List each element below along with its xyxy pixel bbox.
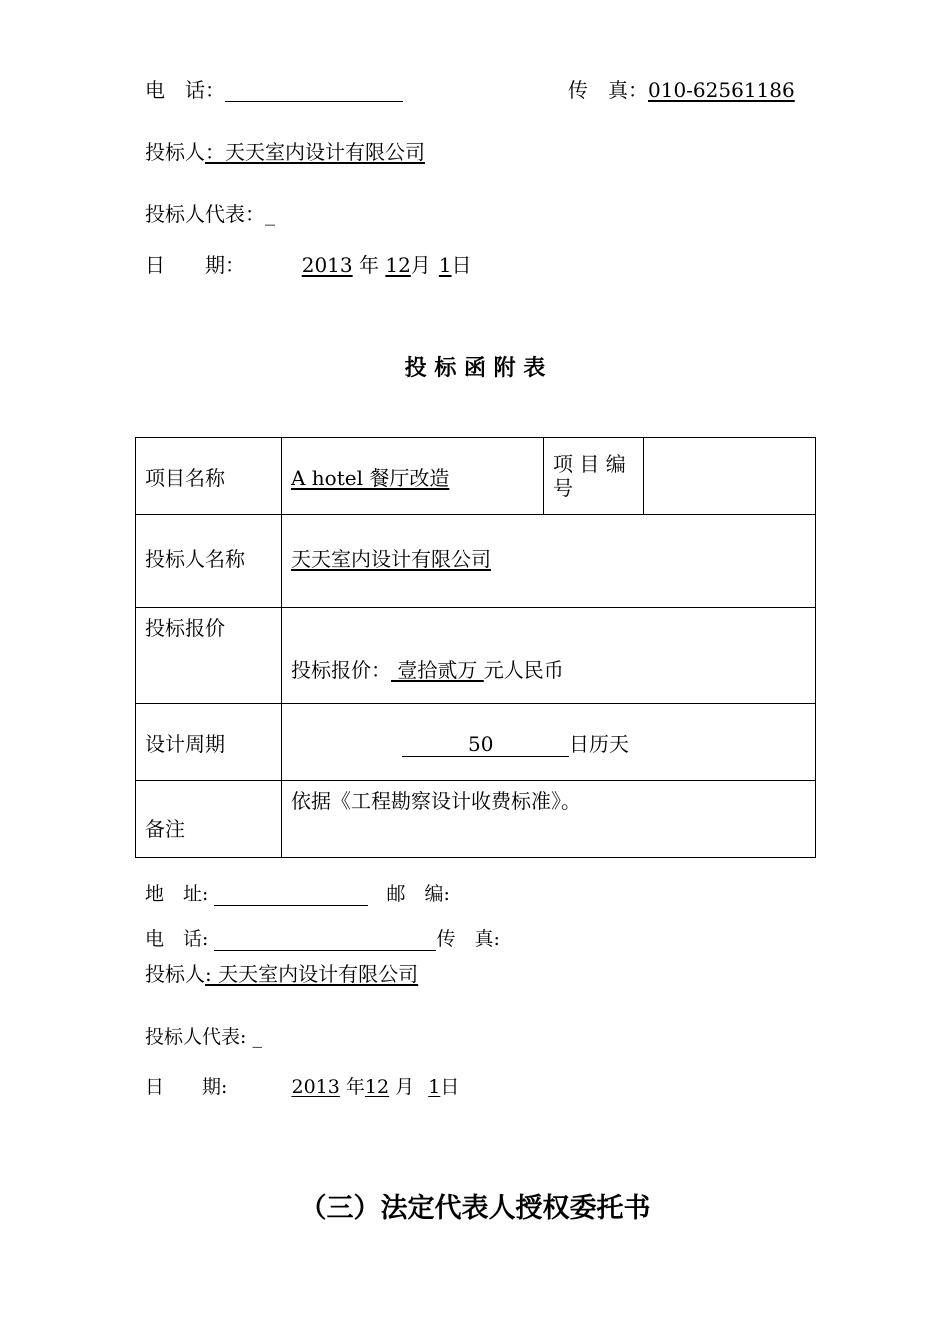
price-label: 投标报价 <box>136 608 282 704</box>
bottom-rep-line <box>145 1025 262 1049</box>
bottom-bidder-value: : 天天室内设计有限公司 <box>205 962 419 986</box>
bottom-address-blank <box>214 885 368 906</box>
bottom-month-unit: 月 <box>395 1076 415 1098</box>
top-rep-label: 投标人代表： <box>145 202 265 226</box>
top-year: 2013 <box>301 253 353 277</box>
bottom-date-line <box>145 1075 459 1099</box>
bottom-phone-line <box>145 927 500 951</box>
bottom-fax-label: 传 真: <box>436 928 500 950</box>
period-label: 设计周期 <box>136 704 282 781</box>
bottom-postcode-label: 邮 编: <box>386 883 450 905</box>
price-prefix: 投标报价： <box>291 658 391 682</box>
project-name-label: 项目名称 <box>136 438 282 515</box>
top-date-line <box>145 253 472 277</box>
bottom-rep-value: _ <box>252 1026 262 1048</box>
top-day-unit: 日 <box>451 253 472 277</box>
bottom-month: 12 <box>364 1076 390 1098</box>
top-phone-label: 电 话： <box>145 78 225 102</box>
top-year-unit: 年 <box>358 253 379 277</box>
remark-value: 依据《工程勘察设计收费标准》。 <box>282 781 816 858</box>
table-row-period <box>136 704 816 781</box>
top-bidder-label: 投标人 <box>145 140 205 164</box>
top-rep-value: _ <box>265 202 275 226</box>
table-row-bidder <box>136 515 816 608</box>
appendix-title: 投 标 函 附 表 <box>404 355 546 381</box>
bottom-address-line <box>145 882 450 906</box>
table-row-project <box>136 438 816 515</box>
bottom-day-unit: 日 <box>440 1076 460 1098</box>
top-bidder-value: ：天天室内设计有限公司 <box>205 140 425 164</box>
bottom-date-label: 日 期: <box>145 1076 228 1098</box>
bidder-name-label: 投标人名称 <box>136 515 282 608</box>
top-bidder-line <box>145 140 425 164</box>
top-date-label: 日 期： <box>145 253 245 277</box>
top-fax-value: 010-62561186 <box>648 78 795 102</box>
price-suffix: 元人民币 <box>483 658 564 682</box>
bid-appendix-table <box>135 437 816 858</box>
bottom-phone-label: 电 话: <box>145 928 209 950</box>
top-phone-blank <box>225 81 403 102</box>
price-value: 壹拾贰万 <box>391 658 484 682</box>
bottom-year: 2013 <box>291 1076 340 1098</box>
project-no-label: 项 目 编 号 <box>544 438 644 515</box>
section-title: （三）法定代表人授权委托书 <box>299 1193 651 1224</box>
bottom-phone-blank <box>214 930 436 951</box>
top-fax-label: 传 真： <box>568 78 648 102</box>
top-rep-line <box>145 202 275 226</box>
top-phone-line <box>145 78 403 102</box>
period-value: 50 <box>468 731 494 756</box>
bottom-bidder-label: 投标人 <box>145 962 205 986</box>
bottom-bidder-line <box>145 962 418 986</box>
top-day: 1 <box>438 253 452 277</box>
bottom-day: 1 <box>428 1076 441 1098</box>
bidder-name-value: 天天室内设计有限公司 <box>291 547 491 571</box>
table-row-remark <box>136 781 816 858</box>
project-no-value <box>644 438 816 515</box>
period-suffix: 日历天 <box>569 731 629 756</box>
table-row-price <box>136 608 816 704</box>
top-fax-line <box>568 78 795 102</box>
bottom-address-label: 地 址: <box>145 883 209 905</box>
remark-label: 备注 <box>136 781 282 858</box>
top-month-unit: 月 <box>410 253 431 277</box>
bottom-rep-label: 投标人代表: <box>145 1026 247 1048</box>
project-name-value: A hotel 餐厅改造 <box>291 465 450 490</box>
bottom-year-unit: 年 <box>345 1076 365 1098</box>
top-month: 12 <box>385 253 411 277</box>
